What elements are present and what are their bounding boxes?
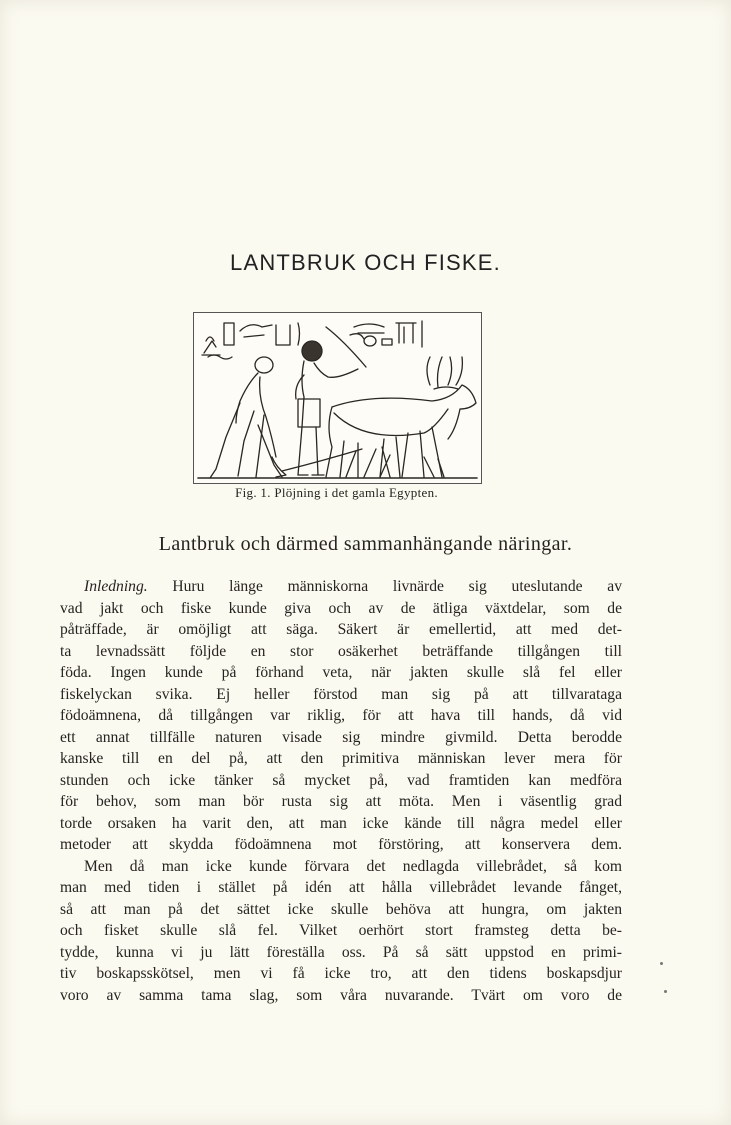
body-line-text: ett annat tillfälle naturen visade sig mindre givmild. Detta berodde bbox=[60, 728, 622, 746]
body-line bbox=[60, 942, 622, 964]
body-text bbox=[60, 576, 622, 1006]
body-line-text: voro av samma tama slag, som våra nuvarande. Tvärt om voro de bbox=[60, 986, 622, 1004]
body-line bbox=[60, 576, 622, 598]
body-line-text: stunden och icke tänker så mycket på, vad framtiden kan medföra bbox=[60, 771, 622, 789]
body-line-text: för behov, som man bör rusta sig att möta. Men i väsentlig grad bbox=[60, 793, 622, 810]
body-line-text: kanske till en del på, att den primitiva människan lever mera för bbox=[60, 750, 622, 767]
body-line-text: ta levnadssätt följde en stor osäkerhet beträffande tillgången till bbox=[60, 642, 622, 660]
body-line bbox=[60, 619, 622, 641]
body-line-text: man med tiden i stället på idén att hålla villebrådet levande fånget, bbox=[60, 879, 622, 896]
section-heading: Lantbruk och därmed sammanhängande näringar. bbox=[158, 533, 573, 555]
body-line-text: tiv boskapsskötsel, men vi få icke tro, att den tidens boskapsdjur bbox=[60, 965, 622, 982]
body-line-text: så att man på det sättet icke skulle behöva att hungra, om jakten bbox=[60, 900, 622, 918]
body-line-text: metoder att skydda födoämnena mot förstöring, att konservera dem. bbox=[60, 836, 622, 853]
body-line bbox=[60, 791, 622, 813]
body-line-text: påträffade, är omöjligt att säga. Säkert är emellertid, att med det- bbox=[60, 621, 622, 638]
body-line-text: föda. Ingen kunde på förhand veta, när jakten skulle slå fel eller bbox=[60, 664, 622, 681]
figure-caption: Fig. 1. Plöjning i det gamla Egypten. bbox=[235, 485, 438, 500]
body-line bbox=[60, 684, 622, 706]
body-line bbox=[60, 641, 622, 663]
body-line-text: födoämnena, då tillgången var riklig, för att hava till hands, då vid bbox=[60, 707, 622, 724]
margin-speck bbox=[660, 962, 663, 965]
body-line-text: Men då man icke kunde förvara det nedlagda villebrådet, så kom bbox=[84, 857, 622, 875]
body-line-text: och fisket skulle slå fel. Vilket oerhört stort framsteg detta be- bbox=[60, 922, 622, 939]
body-line-text: torde orsaken ha varit den, att man icke kände till några medel eller bbox=[60, 814, 622, 832]
body-line bbox=[60, 899, 622, 921]
body-line bbox=[60, 813, 622, 835]
body-line-text: vad jakt och fiske kunde giva och av de ätliga växtdelar, som de bbox=[60, 599, 622, 617]
body-line bbox=[60, 662, 622, 684]
page-title: LANTBRUK OCH FISKE. bbox=[230, 250, 501, 275]
egyptian-ploughing-illustration bbox=[193, 312, 482, 484]
body-line bbox=[60, 705, 622, 727]
body-line bbox=[60, 985, 622, 1007]
body-line-text: tydde, kunna vi ju lätt föreställa oss. På så sätt uppstod en primi- bbox=[60, 943, 622, 961]
body-line bbox=[60, 877, 622, 899]
body-line bbox=[60, 834, 622, 856]
body-line bbox=[60, 770, 622, 792]
body-line bbox=[60, 856, 622, 878]
body-line bbox=[60, 598, 622, 620]
body-line-text: fiskelyckan svika. Ej heller förstod man sig på att tillvarataga bbox=[60, 685, 622, 703]
paragraph-lead: Inledning. bbox=[84, 578, 148, 595]
margin-speck bbox=[664, 990, 667, 993]
body-line-text: Huru länge människorna livnärde sig uteslutande av bbox=[147, 578, 622, 595]
body-line bbox=[60, 748, 622, 770]
ploughing-drawing bbox=[194, 313, 481, 483]
body-line bbox=[60, 963, 622, 985]
body-line bbox=[60, 727, 622, 749]
body-line bbox=[60, 920, 622, 942]
